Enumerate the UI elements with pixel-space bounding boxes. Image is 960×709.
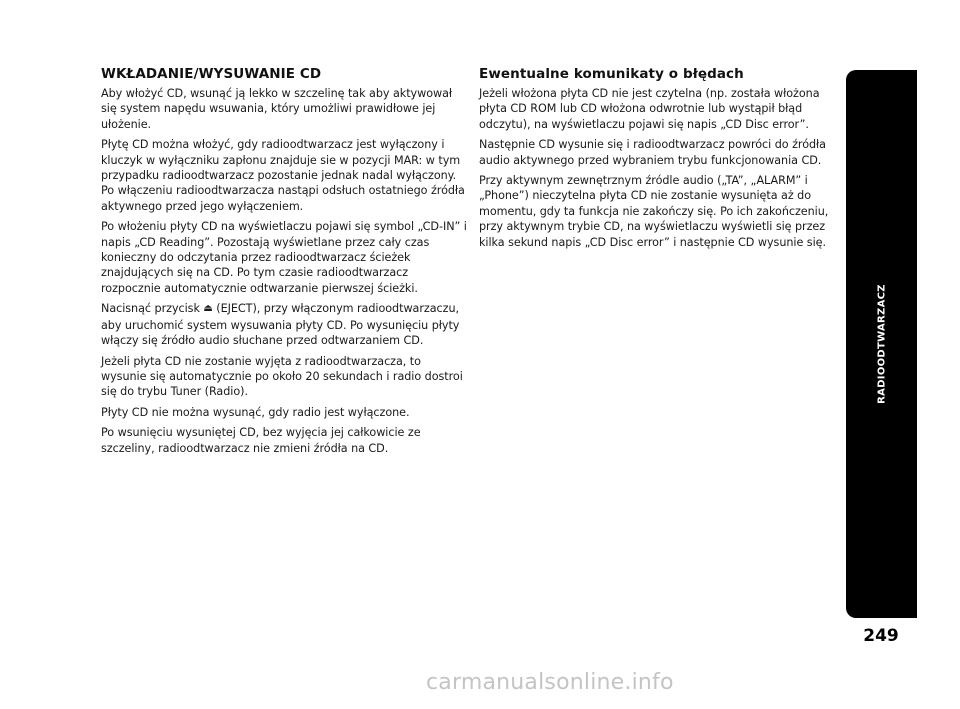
paragraph: Jeżeli włożona płyta CD nie jest czytelna (np. została włożona płyta CD ROM lub CD włożona odwrotnie lub wystąpił błąd odczytu), na wyświetlaczu pojawi się napis „CD Disc error”.: [479, 87, 820, 131]
watermark: carmanualsonline.info: [426, 670, 674, 695]
paragraph: Następnie CD wysunie się i radioodtwarzacz powróci do źródła audio aktywnego przed wybraniem trybu funkcjonowania CD.: [479, 138, 826, 167]
paragraph-text: (EJECT), przy włączonym radioodtwarzaczu, aby uruchomić system wysuwania płyty CD. Po wysunięciu płyty włączy się źródło audio słuchane przed odtwarzaniem CD.: [101, 302, 460, 348]
right-column: [479, 66, 841, 255]
left-column: [101, 66, 469, 461]
page-number: 249: [863, 626, 899, 646]
paragraph: Płyty CD nie można wysunąć, gdy radio jest wyłączone.: [101, 405, 410, 419]
paragraph: Po włożeniu płyty CD na wyświetlaczu pojawi się symbol „CD-IN” i napis „CD Reading”. Pozostają wyświetlane przez cały czas konieczny do odczytania przez radioodtwarzacz ścieżek znajdujących się na CD. Po tym czasie radioodtwarzacz rozpocznie automatycznie odtwarzanie pierwszej ścieżki.: [101, 220, 467, 295]
section-heading-cd-insert-eject: WKŁADANIE/WYSUWANIE CD: [101, 66, 322, 82]
eject-icon: ⏏: [203, 303, 213, 315]
paragraph: Aby włożyć CD, wsunąć ją lekko w szczelinę tak aby aktywował się system napędu wsuwania, który umożliwi prawidłowe jej ułożenie.: [101, 87, 453, 131]
section-heading-error-messages: Ewentualne komunikaty o błędach: [479, 66, 744, 82]
chapter-side-tab: [846, 70, 917, 618]
paragraph: Płytę CD można włożyć, gdy radioodtwarzacz jest wyłączony i kluczyk w wyłączniku zapłonu znajduje sie w pozycji MAR: w tym przypadku radioodtwarzacz pozostanie jednak nadal wyłączony. Po włączeniu radioodtwarzacza nastąpi odsłuch ostatniego źródła aktywnego przed jego wyłączeniem.: [101, 138, 465, 213]
paragraph-eject: [101, 301, 469, 348]
chapter-label: RADIOODTWARZACZ: [876, 284, 887, 404]
paragraph: Jeżeli płyta CD nie zostanie wyjęta z radioodtwarzacza, to wysunie się automatycznie po około 20 sekundach i radio dostroi się do trybu Tuner (Radio).: [101, 354, 463, 399]
paragraph: Po wsunięciu wysuniętej CD, bez wyjęcia jej całkowicie ze szczeliny, radioodtwarzacz nie zmieni źródła na CD.: [101, 426, 421, 455]
paragraph-text: Nacisnąć przycisk: [101, 302, 204, 316]
paragraph: Przy aktywnym zewnętrznym źródle audio („TA”, „ALARM” i „Phone”) nieczytelna płyta CD nie zostanie wysunięta aż do momentu, gdy ta funkcja nie zakończy się. Po ich zakończeniu, przy aktywnym trybie CD, na wyświetlaczu wyświetli się przez kilka sekund napis „CD Disc error” i następnie CD wysunie się.: [479, 174, 829, 249]
